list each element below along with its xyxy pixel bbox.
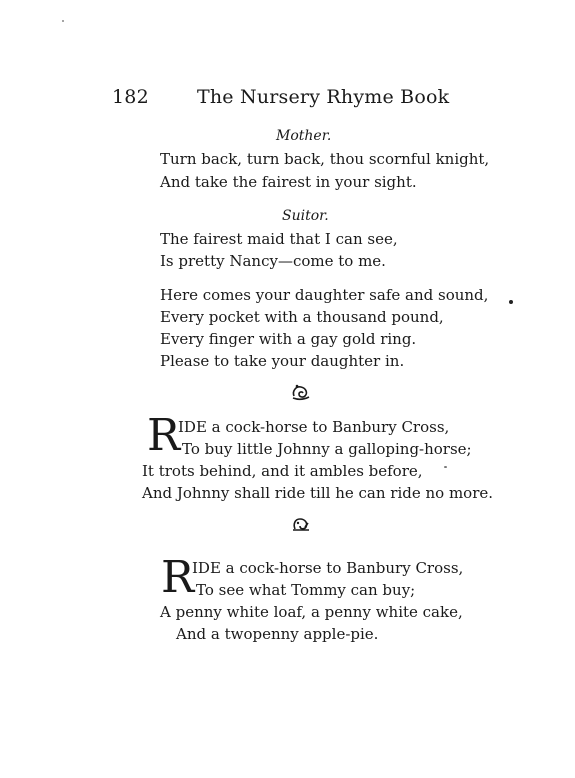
verse-line: IDE a cock-horse to Banbury Cross, [192,559,464,577]
verse-line: Every pocket with a thousand pound, [160,308,444,326]
flower-ornament-icon [290,514,312,534]
page-number: 182 [112,86,149,108]
verse-line: It trots behind, and it ambles before, [142,462,423,480]
verse-line: Is pretty Nancy—come to me. [160,252,386,270]
verse-line: The fairest maid that I can see, [160,230,398,248]
ink-speck [62,20,64,22]
flower-ornament-icon [290,382,312,402]
verse-line: A penny white loaf, a penny white cake, [160,603,463,621]
verse-line: IDE a cock-horse to Banbury Cross, [178,418,450,436]
drop-cap: R [161,552,195,603]
ink-speck [509,300,513,304]
ink-speck [444,466,447,468]
verse-line: Every finger with a gay gold ring. [160,330,417,348]
verse-line: To see what Tommy can buy; [196,581,416,599]
speaker-label: Suitor. [282,208,329,224]
verse-line: To buy little Johnny a galloping-horse; [182,440,472,458]
verse-line: Please to take your daughter in. [160,352,405,370]
verse-line: And a twopenny apple-pie. [176,625,379,643]
verse-line: Here comes your daughter safe and sound, [160,286,489,304]
verse-line: Turn back, turn back, thou scornful knight, [160,150,490,168]
speaker-label: Mother. [276,128,332,144]
verse-line: And take the fairest in your sight. [160,173,417,191]
verse-line: And Johnny shall ride till he can ride no more. [142,484,494,502]
drop-cap: R [147,410,181,461]
running-title: The Nursery Rhyme Book [197,86,450,108]
